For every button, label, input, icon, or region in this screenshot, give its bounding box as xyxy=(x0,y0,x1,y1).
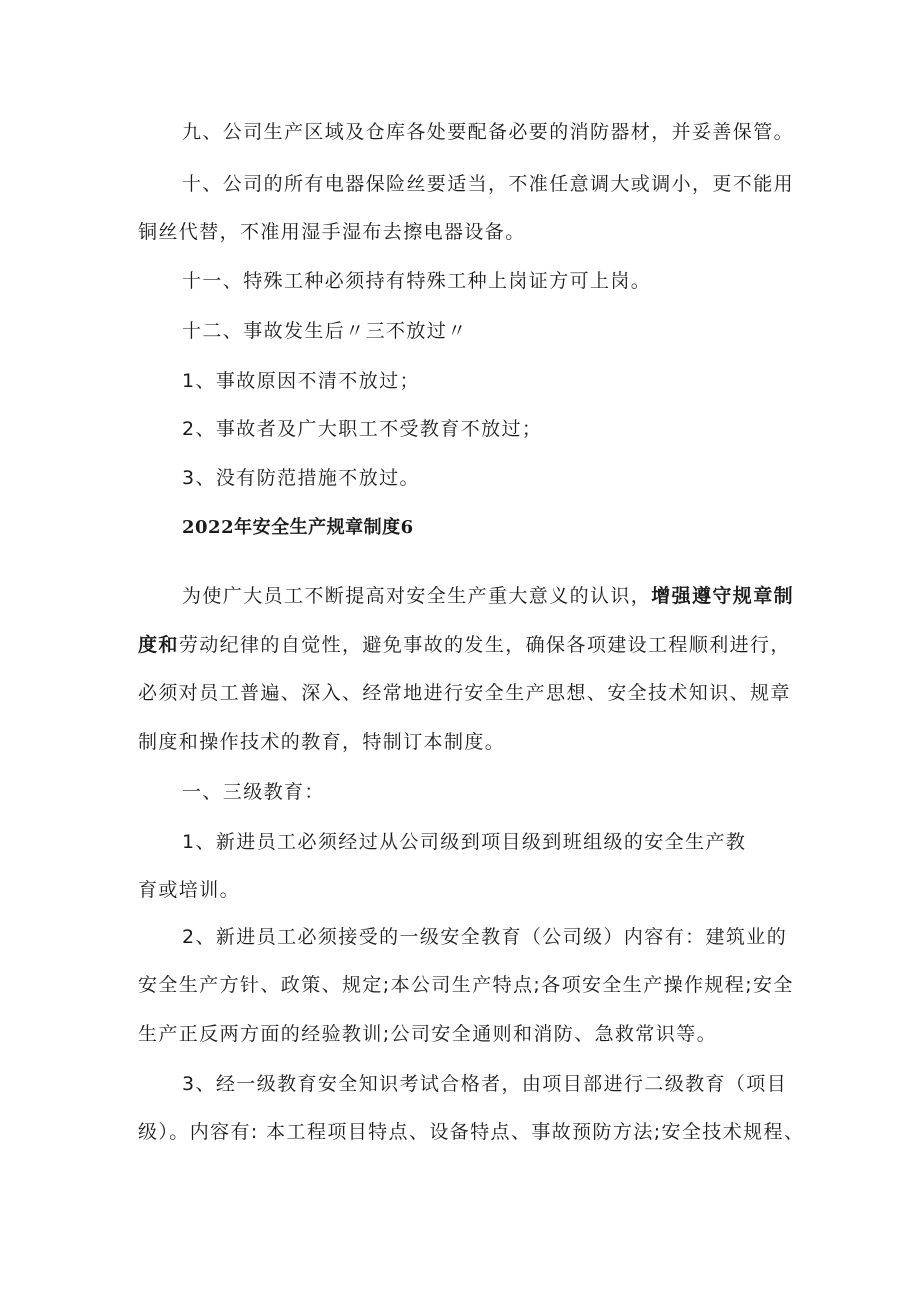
paragraph-item-12: 十二、事故发生后〃三不放过〃 xyxy=(182,320,468,342)
intro-line-2-plain: 劳动纪律的自觉性，避免事故的发生，确保各项建设工程顺利进行， xyxy=(178,634,791,656)
list-item-12-3: 3、没有防范措施不放过。 xyxy=(182,467,420,489)
education-item-3-line1: 3、经一级教育安全知识考试合格者，由项目部进行二级教育（项目 xyxy=(182,1073,788,1095)
intro-line-1 xyxy=(182,583,842,609)
education-item-1-line1: 1、新进员工必须经过从公司级到项目级到班组级的安全生产教 xyxy=(182,831,747,853)
intro-line-4: 制度和操作技术的教育，特制订本制度。 xyxy=(138,731,506,753)
intro-line-1-plain: 为使广大员工不断提高对安全生产重大意义的认识， xyxy=(182,585,652,607)
intro-line-2 xyxy=(138,632,798,658)
education-item-2-line3: 生产正反两方面的经验教训;公司安全通则和消防、急救常识等。 xyxy=(138,1023,718,1045)
education-heading: 一、三级教育： xyxy=(182,781,325,803)
education-item-2-line1: 2、新进员工必须接受的一级安全教育（公司级）内容有：建筑业的 xyxy=(182,926,788,948)
list-item-12-1: 1、事故原因不清不放过； xyxy=(182,370,420,392)
paragraph-item-11: 十一、特殊工种必须持有特殊工种上岗证方可上岗。 xyxy=(182,270,652,292)
education-item-3-line2: 级）。内容有: 本工程项目特点、设备特点、事故预防方法;安全技术规程、 xyxy=(138,1121,805,1143)
education-item-2-line2: 安全生产方针、政策、规定;本公司生产特点;各项安全生产操作规程;安全 xyxy=(138,974,794,996)
list-item-12-2: 2、事故者及广大职工不受教育不放过； xyxy=(182,418,543,440)
section-title: 2022年安全生产规章制度6 xyxy=(182,517,414,538)
paragraph-item-9: 九、公司生产区域及仓库各处要配备必要的消防器材，并妥善保管。 xyxy=(182,121,795,143)
intro-line-3: 必须对员工普遍、深入、经常地进行安全生产思想、安全技术知识、规章 xyxy=(138,682,791,704)
intro-line-1-bold: 增强遵守规章制 xyxy=(651,585,795,607)
paragraph-item-10-line1: 十、公司的所有电器保险丝要适当，不准任意调大或调小，更不能用 xyxy=(182,173,795,195)
paragraph-item-10-line2: 铜丝代替，不准用湿手湿布去擦电器设备。 xyxy=(138,221,526,243)
education-item-1-line2: 育或培训。 xyxy=(138,879,241,901)
intro-line-2-bold: 度和 xyxy=(138,634,179,656)
